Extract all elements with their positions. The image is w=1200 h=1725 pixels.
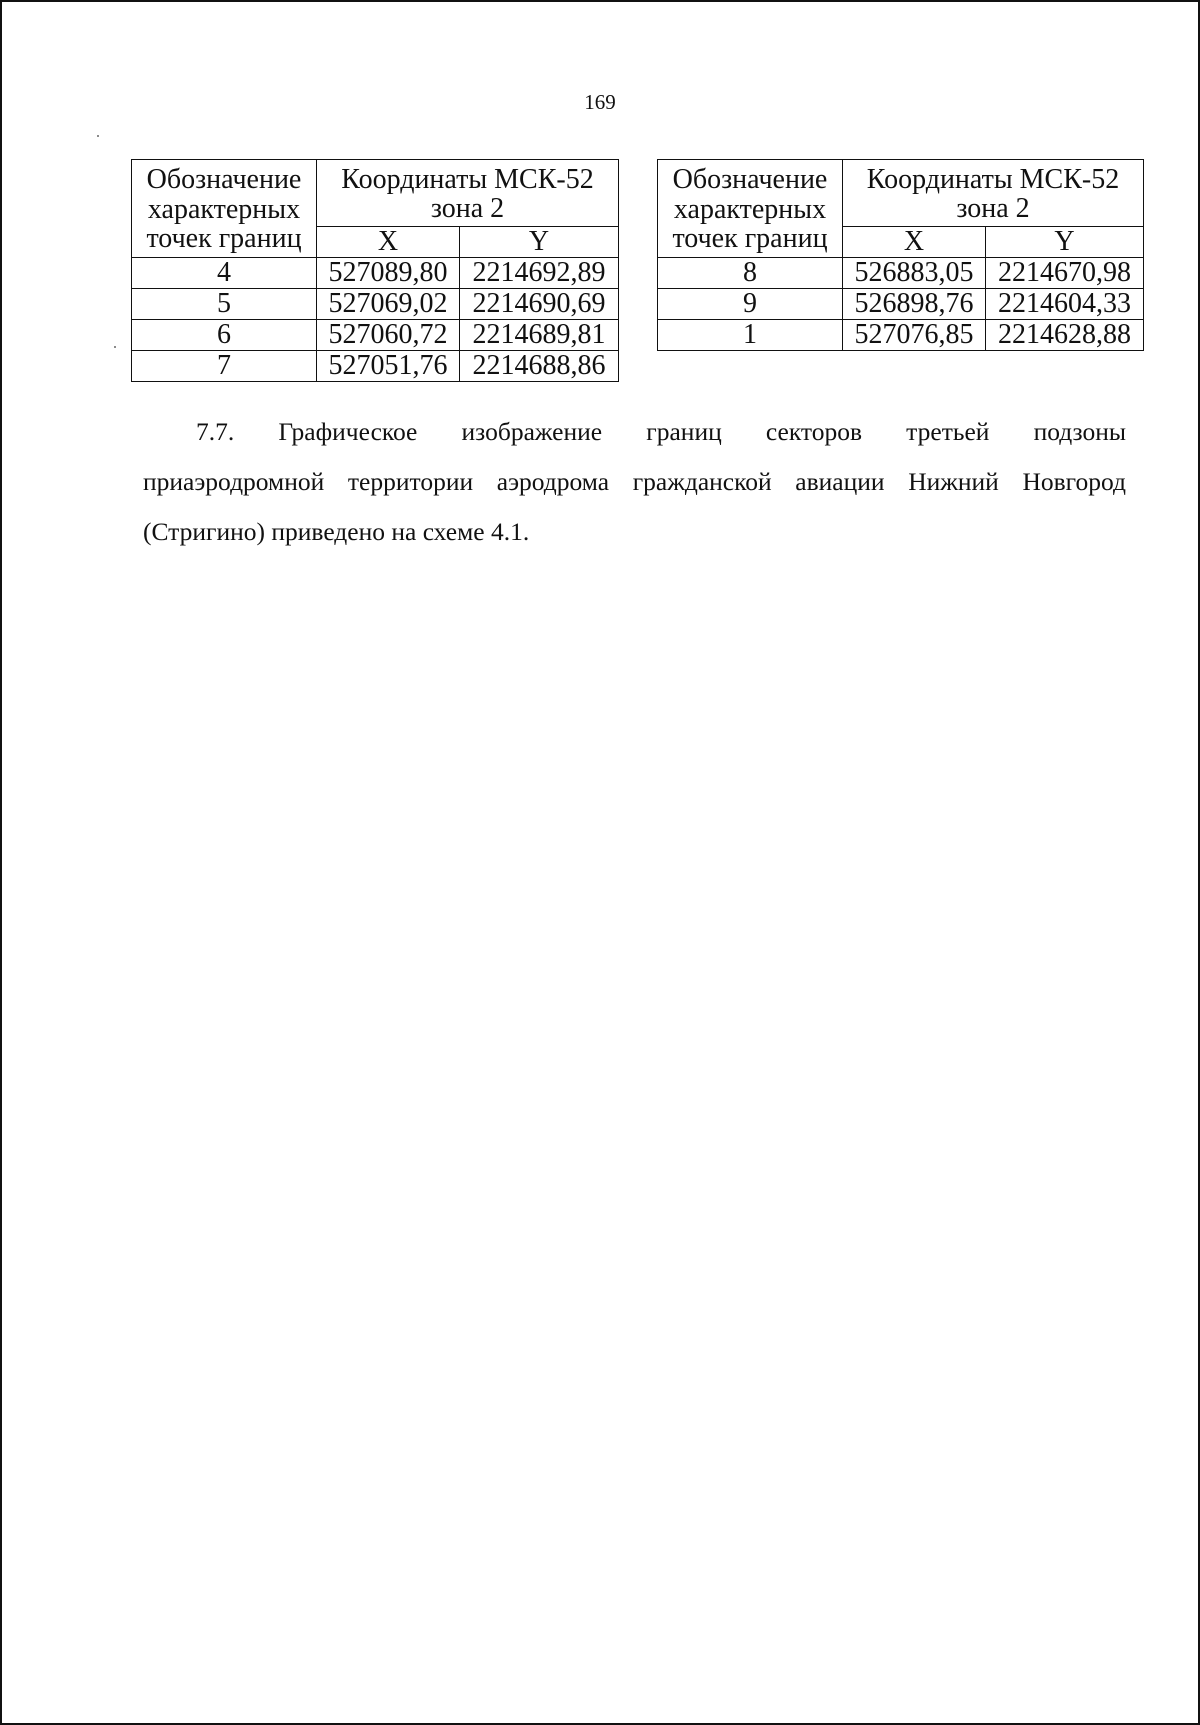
point-cell: 5 [132,289,317,320]
point-cell: 8 [658,258,843,289]
coordinates-table-left [131,159,619,382]
point-cell: 9 [658,289,843,320]
table-row [132,320,619,351]
x-cell: 527089,80 [317,258,460,289]
paragraph-first-line: 7.7. Графическое изображение границ секторов третьей подзоны [196,417,1126,446]
x-cell: 526898,76 [843,289,986,320]
table-row [132,351,619,382]
point-cell: 7 [132,351,317,382]
point-cell: 1 [658,320,843,351]
header-y: Y [986,227,1144,258]
table-row [658,289,1144,320]
y-cell: 2214689,81 [460,320,619,351]
header-x: X [843,227,986,258]
scan-speck [97,135,99,137]
point-cell: 6 [132,320,317,351]
header-coordinates: Координаты МСК-52 зона 2 [317,160,619,227]
paragraph-7-7 [143,407,1126,557]
x-cell: 526883,05 [843,258,986,289]
y-cell: 2214688,86 [460,351,619,382]
y-cell: 2214670,98 [986,258,1144,289]
y-cell: 2214690,69 [460,289,619,320]
header-coordinates: Координаты МСК-52 зона 2 [843,160,1144,227]
y-cell: 2214628,88 [986,320,1144,351]
point-cell: 4 [132,258,317,289]
page-number: 169 [584,90,616,114]
y-cell: 2214692,89 [460,258,619,289]
table-row [132,258,619,289]
x-cell: 527076,85 [843,320,986,351]
header-point-designation: Обозначение характерных точек границ [658,160,843,258]
table-row [132,289,619,320]
header-point-designation: Обозначение характерных точек границ [132,160,317,258]
header-x: X [317,227,460,258]
scan-speck [114,346,116,348]
coordinates-table-right [657,159,1144,351]
table-row [658,320,1144,351]
x-cell: 527051,76 [317,351,460,382]
paragraph-rest: приаэродромной территории аэродрома гражданской авиации Нижний Новгород (Стригино) приведено на схеме 4.1. [143,467,1126,546]
table-row [658,258,1144,289]
y-cell: 2214604,33 [986,289,1144,320]
x-cell: 527069,02 [317,289,460,320]
x-cell: 527060,72 [317,320,460,351]
header-y: Y [460,227,619,258]
